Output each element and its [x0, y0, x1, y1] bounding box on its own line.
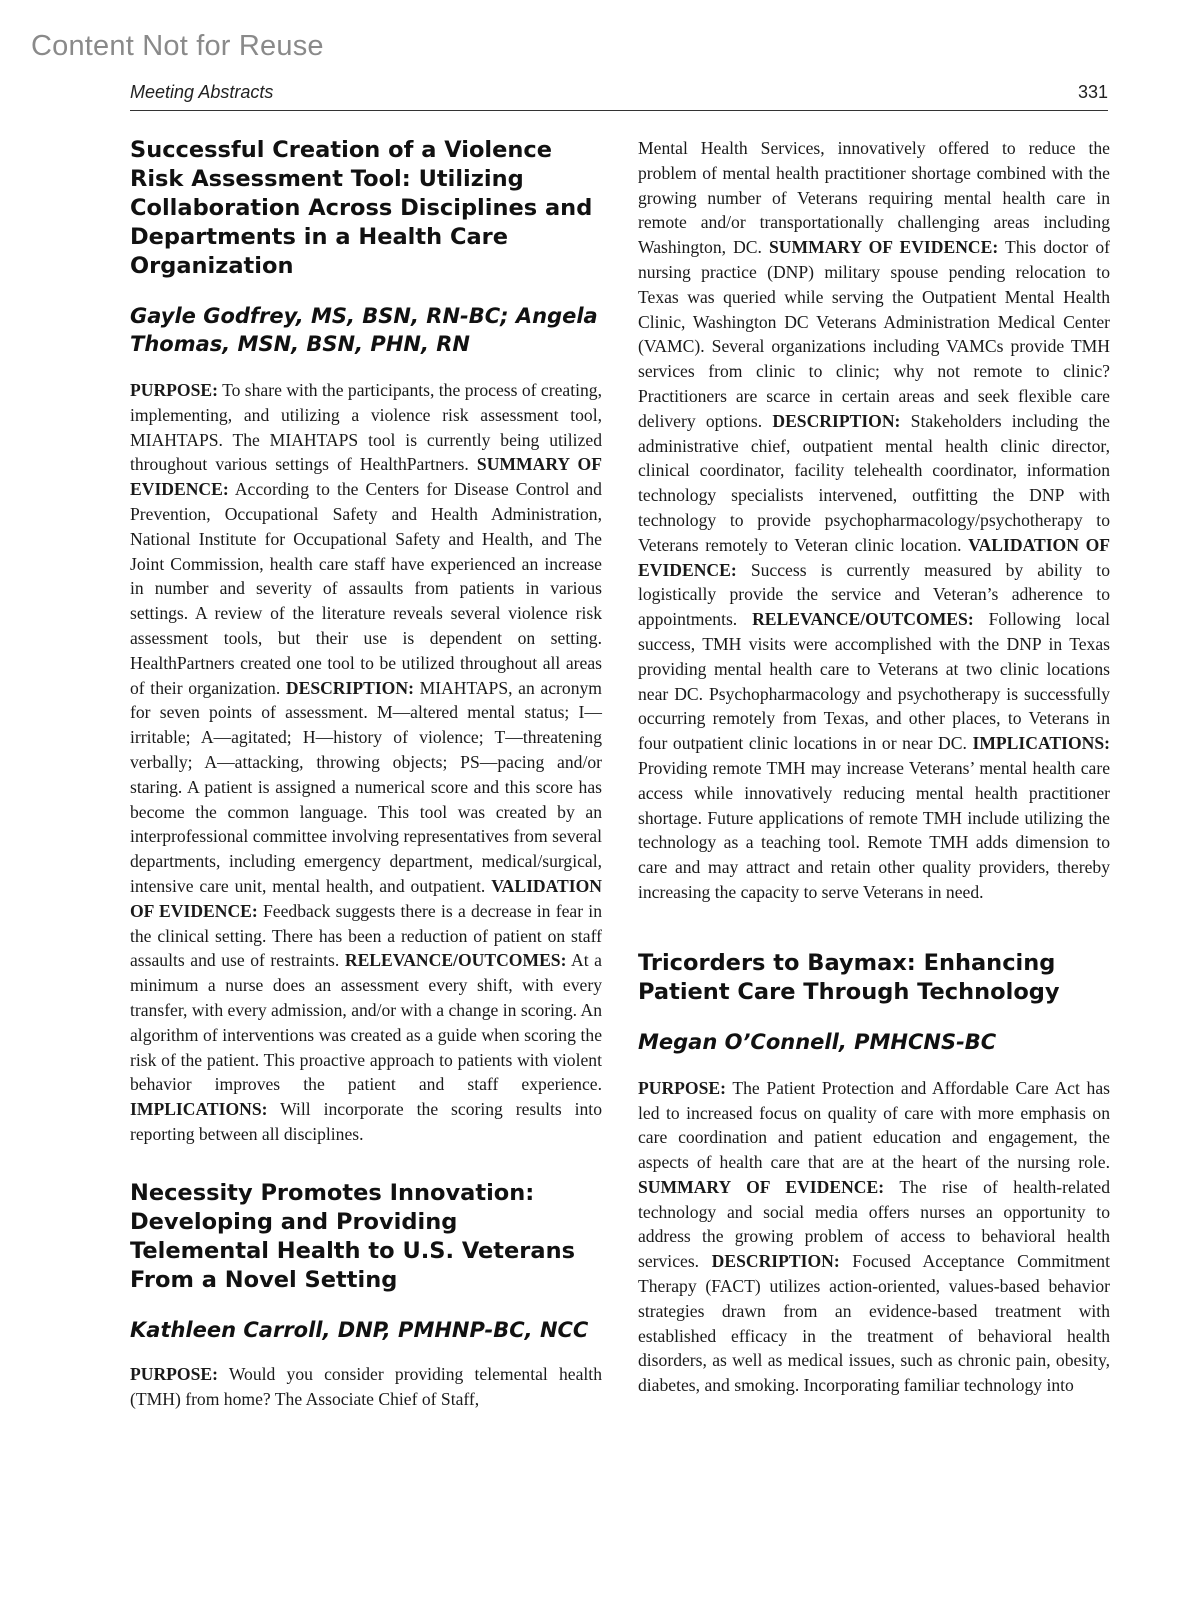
abstract-authors: Kathleen Carroll, DNP, PMHNP-BC, NCC: [130, 1317, 589, 1342]
abstract-title: Necessity Promotes Innovation: Developing and Providing Telemental Health to U.S. Veterans From a Novel Setting: [130, 1179, 575, 1293]
section-text: The Patient Protection and Affordable Care Act has led to increased focus on quality of care with more emphasis on care coordination and patient education and engagement, the aspects of health care that are at the heart of the nursing role.: [638, 1077, 1110, 1173]
section-label: VALIDATION OF EVIDENCE:: [130, 875, 602, 921]
section-label: SUMMARY OF EVIDENCE:: [130, 454, 602, 500]
left-column: [130, 136, 602, 1411]
section-label: PURPOSE:: [130, 380, 218, 400]
section-label: IMPLICATIONS:: [972, 733, 1110, 754]
section-label: IMPLICATIONS:: [130, 1099, 268, 1120]
watermark: Content Not for Reuse: [31, 30, 324, 62]
section-text: Focused Acceptance Commitment Therapy (FACT) utilizes action-oriented, values-based behavior strategies drawn from an evidence-based treatment with established efficacy in the treatment of behavioral health disorders, as well as medical issues, such as chronic pain, obesity, diabetes, and smoking. Incorporating familiar technology into: [638, 1251, 1110, 1396]
section-label: RELEVANCE/OUTCOMES:: [752, 609, 974, 630]
abstract-title: Tricorders to Baymax: Enhancing Patient Care Through Technology: [638, 949, 1060, 1005]
section-text: Following local success, TMH visits were accomplished with the DNP in Texas providing mental health care to Veterans at two clinic locations near DC. Psychopharmacology and psychotherapy is successfully occurring remotely from Texas, and other places, to Veterans in four outpatient clinic locations in or near DC.: [638, 609, 1110, 754]
section-text: MIAHTAPS, an acronym for seven points of assessment. M—altered mental status; I—irritable; A—agitated; H—history of violence; T—threatening verbally; A—attacking, throwing objects; PS—pacing and/or staring. A patient is assigned a numerical score and this score has become the common language. This tool was created by an interprofessional committee involving representatives from several departments, including emergency department, medical/surgical, intensive care unit, mental health, and outpatient.: [130, 677, 602, 896]
section-text: Mental Health Services, innovatively offered to reduce the problem of mental health practitioner shortage combined with the growing number of Veterans requiring mental health care in remote and/or transportationally challenging areas including Washington, DC.: [638, 138, 1110, 258]
section-text: The rise of health-related technology and social media offers nurses an opportunity to address the growing problem of access to behavioral health services.: [638, 1176, 1110, 1272]
section-text: Would you consider providing telemental health (TMH) from home? The Associate Chief of Staff,: [130, 1363, 602, 1409]
section-label: SUMMARY OF EVIDENCE:: [769, 237, 999, 258]
abstract-body: [130, 1362, 602, 1412]
journal-name: Meeting Abstracts: [130, 82, 274, 102]
section-label: RELEVANCE/OUTCOMES:: [344, 950, 567, 971]
section-label: SUMMARY OF EVIDENCE:: [638, 1176, 885, 1197]
section-text: Feedback suggests there is a decrease in fear in the clinical setting. There has been a reduction of patient on staff assaults and use of restraints.: [130, 900, 602, 971]
section-text: Success is currently measured by ability to logistically provide the service and Veteran’s adherence to appointments.: [638, 559, 1110, 630]
section-text: Stakeholders including the administrative chief, outpatient mental health clinic director, clinical coordinator, facility telehealth coordinator, information technology specialists intervened, outfitting the DNP with technology to provide psychopharmacology/psychotherapy to Veterans remotely to Veteran clinic location.: [638, 410, 1110, 555]
section-text: At a minimum a nurse does an assessment every shift, with every transfer, with every admission, and/or with a change in scoring. An algorithm of interventions was created as a guide when scoring the risk of the patient. This proactive approach to patients with violent behavior improves the patient and staff experience.: [130, 950, 602, 1095]
section-text: Providing remote TMH may increase Veterans’ mental health care access while innovatively reducing mental health practitioner shortage. Future applications of remote TMH include utilizing the technology as a teaching tool. Remote TMH adds dimension to care and may attract and retain other quality providers, thereby increasing the capacity to serve Veterans in need.: [638, 757, 1110, 902]
section-label: VALIDATION OF EVIDENCE:: [638, 534, 1111, 580]
section-label: PURPOSE:: [638, 1077, 726, 1098]
abstract-authors: Megan O’Connell, PMHCNS-BC: [638, 1029, 997, 1054]
section-text: Will incorporate the scoring results into reporting between all disciplines.: [130, 1099, 602, 1144]
section-label: DESCRIPTION:: [285, 677, 414, 698]
section-text: This doctor of nursing practice (DNP) military spouse pending relocation to Texas was queried while serving the Outpatient Mental Health Clinic, Washington DC Veterans Administration Medical Center (VAMC). Several organizations including VAMCs provide TMH services from clinic to clinic; why not remote to clinic? Practitioners are scarce in certain areas and seek flexible care delivery options.: [638, 237, 1110, 431]
abstract-body: [638, 1076, 1110, 1398]
running-head: [130, 82, 1108, 111]
right-column: [638, 136, 1110, 1398]
section-label: PURPOSE:: [130, 1363, 218, 1384]
section-text: To share with the participants, the process of creating, implementing, and utilizing a violence risk assessment tool, MIAHTAPS. The MIAHTAPS tool is currently being utilized throughout various settings of HealthPartners.: [130, 380, 602, 475]
page-number: 331: [1077, 82, 1108, 102]
abstract-body-continued: [638, 136, 1110, 905]
section-text: According to the Centers for Disease Control and Prevention, Occupational Safety and Health Administration, National Institute for Occupational Safety and Health, and The Joint Commission, health care staff have experienced an increase in number and severity of assaults from patients in various settings. A review of the literature reveals several violence risk assessment tools, but their use is dependent on setting. HealthPartners created one tool to be utilized throughout all areas of their organization.: [130, 479, 602, 698]
abstract-authors: Gayle Godfrey, MS, BSN, RN-BC; Angela Thomas, MSN, BSN, PHN, RN: [130, 304, 598, 356]
section-label: DESCRIPTION:: [772, 410, 901, 431]
abstract-body: [130, 378, 602, 1147]
section-label: DESCRIPTION:: [711, 1251, 840, 1272]
abstract-title: Successful Creation of a Violence Risk Assessment Tool: Utilizing Collaboration Across Disciplines and Departments in a Health Care Organization: [130, 137, 593, 279]
